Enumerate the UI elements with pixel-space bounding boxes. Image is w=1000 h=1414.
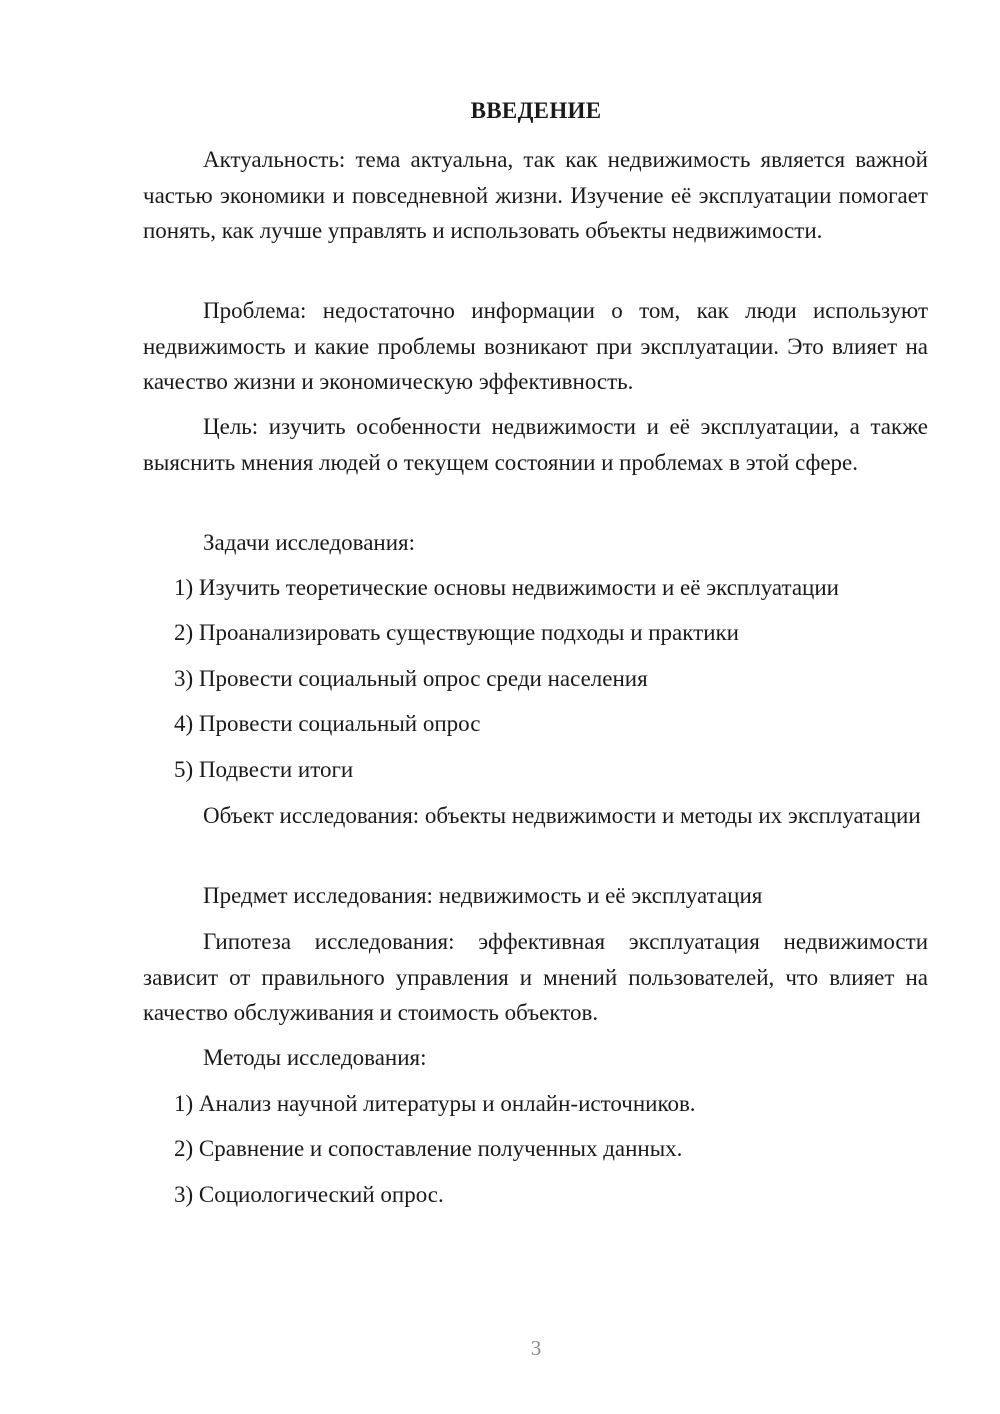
- relevance-paragraph: Актуальность: тема актуальна, так как недвижимость является важной частью экономики и повседневной жизни. Изучение её эксплуатации помогает понять, как лучше управлять и использовать объекты недвижимости.: [143, 147, 928, 243]
- method-item-1: 1) Анализ научной литературы и онлайн-источников.: [174, 1091, 696, 1116]
- tasks-label: Задачи исследования:: [203, 530, 416, 555]
- subject-paragraph: Предмет исследования: недвижимость и её эксплуатация: [203, 883, 763, 908]
- task-item-1: 1) Изучить теоретические основы недвижимости и её эксплуатации: [174, 575, 839, 600]
- goal-paragraph: Цель: изучить особенности недвижимости и её эксплуатации, а также выяснить мнения людей о текущем состоянии и проблемах в этой сфере.: [143, 414, 928, 475]
- task-item-5: 5) Подвести итоги: [174, 757, 354, 782]
- task-item-2: 2) Проанализировать существующие подходы и практики: [174, 620, 739, 645]
- problem-paragraph: Проблема: недостаточно информации о том, как люди используют недвижимость и какие проблемы возникают при эксплуатации. Это влияет на качество жизни и экономическую эффективность.: [143, 298, 928, 394]
- task-item-4: 4) Провести социальный опрос: [174, 711, 481, 736]
- task-item-3: 3) Провести социальный опрос среди населения: [174, 666, 648, 691]
- section-heading: ВВЕДЕНИЕ: [470, 98, 602, 123]
- hypothesis-paragraph: Гипотеза исследования: эффективная эксплуатация недвижимости зависит от правильного управления и мнений пользователей, что влияет на качество обслуживания и стоимость объектов.: [143, 929, 928, 1025]
- method-item-2: 2) Сравнение и сопоставление полученных данных.: [174, 1136, 683, 1161]
- page-number: 3: [530, 1336, 542, 1360]
- object-paragraph: Объект исследования: объекты недвижимости и методы их эксплуатации: [203, 803, 921, 828]
- methods-label: Методы исследования:: [203, 1045, 427, 1070]
- method-item-3: 3) Социологический опрос.: [174, 1182, 444, 1207]
